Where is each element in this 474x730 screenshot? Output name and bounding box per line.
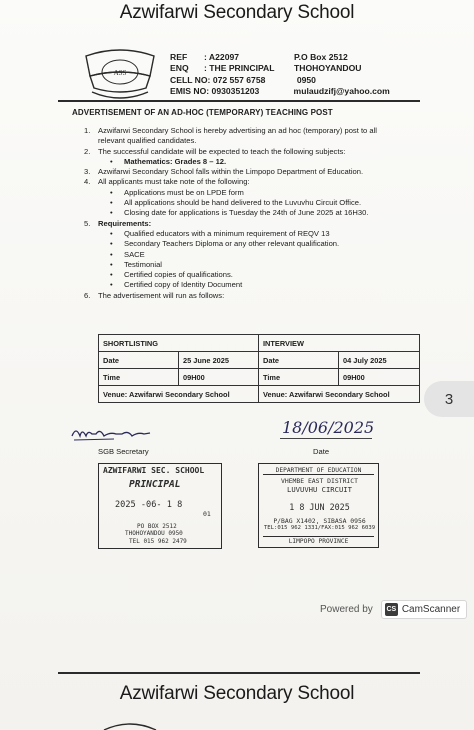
shortlisting-header: SHORTLISTING — [99, 335, 259, 352]
emis-row: EMIS NO: 0930351203 mulaudzifj@yahoo.com — [170, 86, 390, 97]
department-stamp: DEPARTMENT OF EDUCATION VHEMBE EAST DISTRICT LUVUVHU CIRCUIT 1 8 JUN 2025 P/BAG X1402, SIBASA 0956 TEL:015 962 1331/FAX:015 962 6039 LIMPOPO PROVINCE — [258, 463, 379, 548]
page-number-tab[interactable]: 3 — [424, 381, 474, 417]
interview-venue-cell: Venue: Azwifarwi Secondary School — [259, 386, 420, 403]
item-text: Azwifarwi Secondary School falls within the Limpopo Department of Education. — [98, 167, 364, 177]
bullet-item — [84, 250, 424, 260]
item-text: Certified copy of Identity Document — [124, 280, 243, 290]
bullet-item — [84, 198, 424, 208]
item-text: Mathematics: Grades 8 – 12. — [124, 156, 227, 166]
next-page-crest-logo — [100, 720, 160, 730]
date-label-cell: Date — [99, 352, 179, 369]
interview-time-cell: 09H00 — [339, 369, 420, 386]
bullet-item — [84, 208, 424, 218]
item-text: Closing date for applications is Tuesday the 24th of June 2025 at 16H30. — [124, 208, 369, 218]
item-number: 3. — [84, 167, 91, 177]
bullet-marker: • — [110, 280, 113, 290]
bullet-marker: • — [110, 198, 113, 208]
shortlisting-time-cell: 09H00 — [179, 369, 259, 386]
bullet-item — [84, 188, 424, 198]
bullet-item — [84, 157, 424, 167]
numbered-item — [84, 291, 424, 301]
item-text: Secondary Teachers Diploma or any other relevant qualification. — [124, 239, 340, 249]
item-text: The advertisement will run as follows: — [98, 290, 225, 300]
ref-row: REF : A22097 P.O Box 2512 — [170, 52, 348, 62]
item-text: Certified copies of qualifications. — [124, 270, 233, 280]
next-page-school-name: Azwifarwi Secondary School — [119, 683, 355, 704]
numbered-item — [84, 136, 424, 146]
svg-text:ASS: ASS — [113, 69, 127, 77]
item-text: Azwifarwi Secondary School is hereby advertising an ad hoc (temporary) post to all — [98, 126, 377, 135]
reference-block — [170, 52, 415, 98]
cell-row: CELL NO: 072 557 6758 0950 — [170, 74, 316, 85]
bullet-item — [84, 270, 424, 280]
date-label-cell: Date — [259, 352, 339, 369]
time-label-cell: Time — [259, 369, 339, 386]
school-name-header: Azwifarwi Secondary School — [119, 2, 355, 23]
date-underline — [280, 438, 372, 439]
bullet-marker: • — [110, 228, 113, 238]
shortlisting-date-cell: 25 June 2025 — [179, 352, 259, 369]
interview-date-cell: 04 July 2025 — [339, 352, 420, 369]
numbered-item — [84, 219, 424, 229]
numbered-item — [84, 177, 424, 187]
item-text: All applicants must take note of the following: — [98, 177, 250, 187]
camscanner-icon: CS — [385, 603, 398, 616]
item-text: The successful candidate will be expected to teach the following subjects: — [98, 146, 346, 156]
bullet-marker: • — [110, 259, 113, 269]
bullet-marker: • — [110, 249, 113, 259]
bullet-item — [84, 280, 424, 290]
sgb-signature — [70, 422, 152, 444]
item-text: Qualified educators with a minimum requirement of REQV 13 — [124, 228, 330, 238]
next-page-rule — [58, 672, 420, 674]
item-text: Applications must be on LPDE form — [124, 187, 244, 197]
item-text: SACE — [124, 249, 145, 259]
item-number — [84, 136, 98, 146]
item-number: 5. — [84, 218, 91, 228]
camscanner-badge: CS CamScanner — [381, 600, 467, 619]
numbered-item — [84, 167, 424, 177]
numbered-item — [84, 147, 424, 157]
item-number: 6. — [84, 290, 91, 300]
item-number: 2. — [84, 146, 91, 156]
item-text: Requirements: — [98, 218, 152, 228]
bullet-marker: • — [110, 208, 113, 218]
item-number: 1. — [84, 126, 91, 135]
item-text: relevant qualified candidates. — [98, 136, 197, 146]
camscanner-watermark: Powered by CS CamScanner — [320, 600, 467, 619]
enq-row: ENQ : THE PRINCIPAL THOHOYANDOU — [170, 63, 362, 74]
bullet-marker: • — [110, 239, 113, 249]
signed-date: 18/06/2025 — [282, 418, 375, 437]
date-label: Date — [313, 447, 330, 456]
school-crest-logo — [78, 46, 162, 104]
item-text: All applications should be hand delivered to the Luvuvhu Circuit Office. — [124, 198, 362, 208]
interview-header: INTERVIEW — [259, 335, 420, 352]
bullet-marker: • — [110, 270, 113, 280]
item-number: 4. — [84, 177, 91, 187]
advert-body — [84, 126, 424, 301]
time-label-cell: Time — [99, 369, 179, 386]
bullet-marker: • — [110, 156, 113, 166]
bullet-item — [84, 229, 424, 239]
schedule-table — [98, 334, 420, 403]
header-rule — [58, 100, 420, 102]
item-text: Testimonial — [124, 259, 162, 269]
shortlisting-venue-cell: Venue: Azwifarwi Secondary School — [99, 386, 259, 403]
sgb-secretary-label: SGB Secretary — [98, 447, 149, 456]
bullet-marker: • — [110, 187, 113, 197]
school-stamp: AZWIFARWI SEC. SCHOOL PRINCIPAL 2025 -06- 1 8 01 PO BOX 2512 THOHOYANDOU 0950 TEL 015 962 2479 — [98, 463, 222, 549]
bullet-item — [84, 260, 424, 270]
advert-heading: ADVERTISEMENT OF AN AD-HOC (TEMPORARY) TEACHING POST — [72, 108, 333, 117]
bullet-item — [84, 239, 424, 249]
numbered-item — [84, 126, 424, 136]
